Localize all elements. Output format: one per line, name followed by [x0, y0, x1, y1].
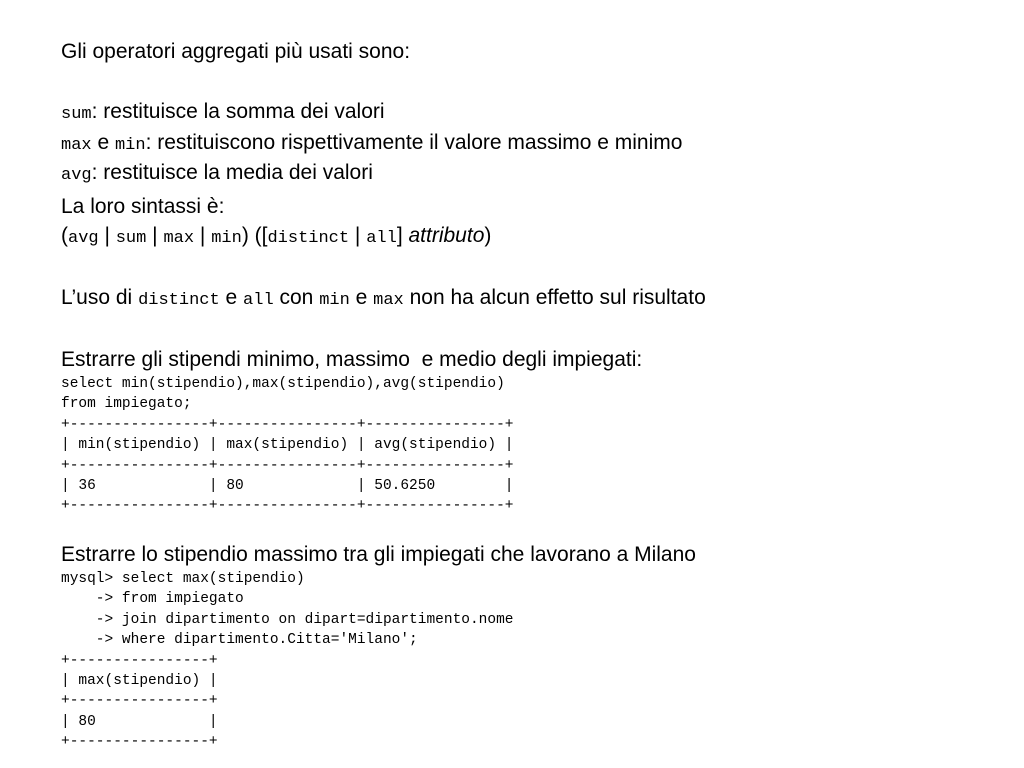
- sum-line: [61, 100, 385, 127]
- syntax-sep: |: [349, 224, 367, 247]
- avg-keyword: avg: [61, 166, 92, 185]
- table-border: +----------------+----------------+----------------+: [61, 457, 514, 474]
- maxmin-description: : restituiscono rispettivamente il valore massimo e minimo: [145, 131, 683, 154]
- syntax-close-bracket: ]: [396, 224, 409, 247]
- syntax-distinct: distinct: [267, 229, 350, 248]
- syntax-title: La loro sintassi è:: [61, 195, 225, 218]
- min-keyword: min: [114, 136, 146, 155]
- code-line: mysql> select max(stipendio): [61, 571, 305, 587]
- syntax-line: [61, 224, 491, 251]
- note-text: e: [219, 286, 244, 309]
- conjunction: e: [91, 131, 115, 154]
- table-border: +----------------+----------------+----------------+: [61, 416, 514, 433]
- syntax-min: min: [211, 229, 242, 248]
- syntax-avg: avg: [68, 229, 99, 248]
- avg-line: [61, 161, 373, 188]
- code-line: from impiegato;: [61, 396, 192, 413]
- note-text: non ha alcun effetto sul risultato: [403, 286, 706, 309]
- code-line: select min(stipendio),max(stipendio),avg(stipendio): [61, 376, 505, 392]
- sum-keyword: sum: [61, 105, 92, 124]
- table-row: | 36 | 80 | 50.6250 |: [61, 477, 514, 494]
- table-header: | min(stipendio) | max(stipendio) | avg(stipendio) |: [61, 437, 514, 454]
- table-border: +----------------+----------------+----------------+: [61, 498, 514, 515]
- intro-text: Gli operatori aggregati più usati sono:: [61, 40, 411, 63]
- note-distinct: distinct: [138, 291, 220, 310]
- syntax-all: all: [366, 229, 397, 248]
- syntax-open: (: [61, 224, 68, 247]
- table-row: | 80 |: [61, 713, 218, 730]
- note-all: all: [243, 291, 274, 310]
- sum-description: : restituisce la somma dei valori: [91, 100, 385, 123]
- example1-title: Estrarre gli stipendi minimo, massimo e medio degli impiegati:: [61, 348, 643, 371]
- maxmin-line: [61, 131, 682, 158]
- example2-code: [61, 569, 513, 753]
- table-border: +----------------+: [61, 693, 218, 710]
- syntax-close: ): [484, 224, 492, 247]
- max-keyword: max: [61, 136, 92, 155]
- example1-code: [61, 374, 513, 517]
- example2-title: Estrarre lo stipendio massimo tra gli impiegati che lavorano a Milano: [61, 543, 696, 566]
- note-text: con: [273, 286, 320, 309]
- code-line: -> from impiegato: [61, 591, 244, 608]
- syntax-mid: ) ([: [241, 224, 268, 247]
- note-text: L’uso di: [61, 286, 139, 309]
- note-text: e: [349, 286, 374, 309]
- syntax-max: max: [163, 229, 195, 248]
- syntax-attribute: attributo: [408, 224, 485, 247]
- code-line: -> join dipartimento on dipart=dipartimento.nome: [61, 611, 514, 628]
- distinct-note: [61, 286, 706, 313]
- avg-description: : restituisce la media dei valori: [91, 161, 373, 184]
- syntax-sep: |: [98, 224, 116, 247]
- syntax-sep: |: [146, 224, 164, 247]
- note-min: min: [319, 291, 350, 310]
- table-border: +----------------+: [61, 734, 218, 751]
- syntax-sum: sum: [115, 229, 147, 248]
- code-line: -> where dipartimento.Citta='Milano';: [61, 632, 418, 649]
- syntax-sep: |: [194, 224, 212, 247]
- table-border: +----------------+: [61, 652, 218, 669]
- table-header: | max(stipendio) |: [61, 672, 218, 689]
- note-max: max: [373, 291, 404, 310]
